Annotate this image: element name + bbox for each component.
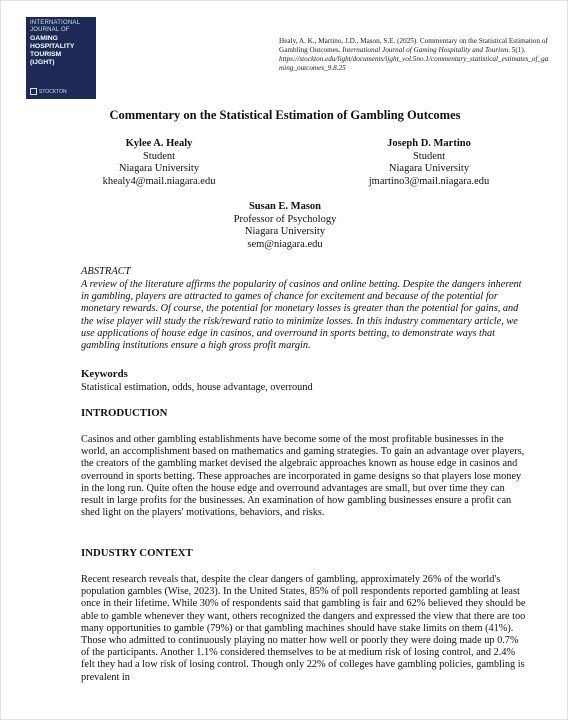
logo-line: TOURISM [30, 51, 62, 58]
paper-title: Commentary on the Statistical Estimation of Gambling Outcomes [109, 108, 461, 122]
section-heading-introduction: INTRODUCTION [81, 407, 168, 419]
logo-line: INTERNATIONAL [30, 20, 81, 26]
brand-name: STOCKTON [39, 88, 67, 95]
industry-context-paragraph: Recent research reveals that, despite the clear dangers of gambling, approximately 26% of the world's population gambles (Wise, 2023). In the United States, 85% of poll respondents reported gambling at least once in their lifetime. While 30% of respondents said that gambling is fair and 62% believed they should be able to gamble whenever they want, others recognized the dangers and expressed the view that there are too many opportunities to gamble (79%) or that gambling machines should have stake limits on them (41%). Those who admitted to continuously playing no matter how well or poorly they were doing made up 0.7% of the participants. Another 1.1% considered themselves to be at medium risk of losing control, and 2.4% felt they had a low risk of losing control. Though only 22% of colleges have gambling policies, gambling is prevalent in [81, 574, 526, 683]
author-role: Professor of Psychology [233, 213, 337, 225]
author-name: Kylee A. Healy [125, 138, 193, 149]
author-block [359, 138, 499, 188]
citation-authors: Healy, A. K., Martino, J.D., Mason, S.E. (2025). Commentary on the Statistical Estimation of Gambling Outcomes. [279, 37, 548, 54]
author-email[interactable]: sem@niagara.edu [247, 238, 323, 250]
author-role: Student [412, 150, 446, 162]
journal-logo [26, 17, 96, 99]
author-affiliation: Niagara University [118, 163, 200, 174]
publisher-brand [30, 88, 67, 95]
logo-line: HOSPITALITY [30, 43, 75, 50]
abstract-text: A review of the literature affirms the popularity of casinos and online betting. Despite the dangers inherent in gambling, players are attracted to games of chance for excitement and because of the potential for monetary rewards. Of course, the potential for monetary losses is greater than the potential for gains, and the wise player will study the risk/reward ratio to minimize losses. In this industry commentary article, we use applications of house edge in casinos, and overround in sports betting, to demonstrate ways that gambling institutions ensure a high gross profit margin. [81, 279, 522, 352]
introduction-paragraph: Casinos and other gambling establishments have become some of the most profitable businesses in the world, an accomplishment based on mathematics and gaming strategies. To gain an advantage over players, the creators of the gambling market devised the algebraic approaches known as house edge in casinos and overround in sports betting. These approaches are incorporated in game designs so that players lose money in the long run. Quite often the house edge and overround advantages are small, but over time they can result in large profits for the businesses. An examination of how gambling businesses ensure a profit can shed light on the players' motivations, behaviors, and risks. [81, 434, 525, 519]
stockton-logo-icon [30, 88, 37, 95]
author-affiliation: Niagara University [388, 163, 470, 174]
logo-line: (IJGHT) [30, 59, 55, 66]
author-role: Student [142, 150, 176, 162]
author-email[interactable]: jmartino3@mail.niagara.edu [368, 175, 490, 187]
keywords-heading: Keywords [81, 368, 128, 380]
author-name: Susan E. Mason [248, 201, 322, 212]
author-block [225, 201, 345, 251]
logo-line: JOURNAL OF [30, 27, 70, 33]
section-heading-industry-context: INDUSTRY CONTEXT [81, 547, 193, 559]
keywords-text: Statistical estimation, odds, house advantage, overround [81, 382, 313, 393]
abstract-heading: ABSTRACT [81, 266, 131, 277]
author-block [89, 138, 229, 188]
author-email[interactable]: khealy4@mail.niagara.edu [102, 175, 216, 187]
author-name: Joseph D. Martino [387, 138, 471, 149]
citation-url[interactable]: https://stockton.edu/light/documents/ijght_vol.5no.1/commentary_statistical_estimates_of_gaming_outcomes_9.8.25 [279, 55, 549, 72]
author-affiliation: Niagara University [244, 226, 326, 237]
citation-volume: . 5(1). [508, 46, 526, 54]
citation-block [279, 37, 549, 73]
logo-line: GAMING [30, 35, 58, 42]
citation-journal: International Journal of Gaming Hospitality and Tourism [342, 46, 509, 54]
